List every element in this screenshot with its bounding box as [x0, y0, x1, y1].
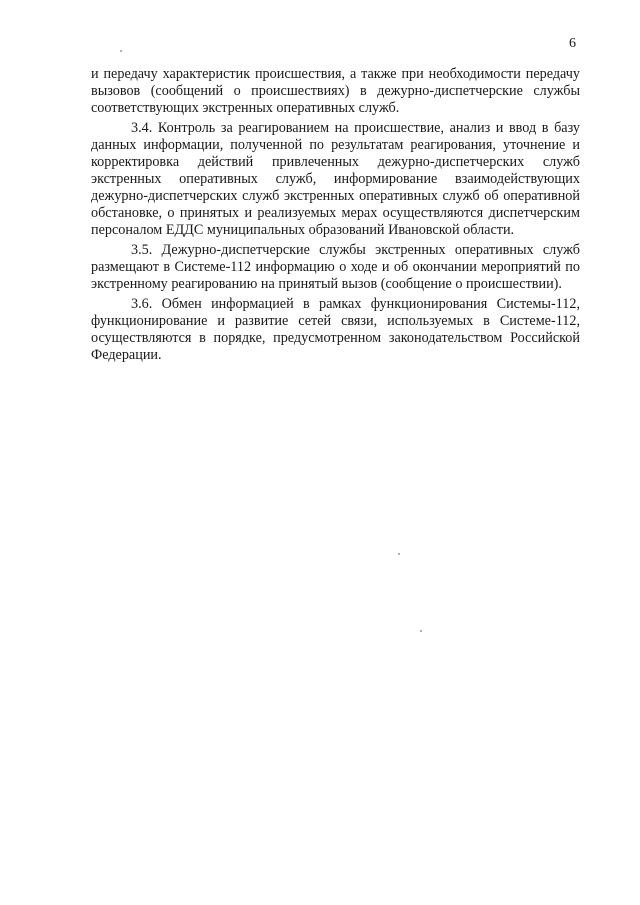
scan-speck: [420, 630, 422, 632]
paragraph-3-5: 3.5. Дежурно-диспетчерские службы экстренных оперативных служб размещают в Системе-112 информацию о ходе и об окончании мероприятий по экстренному реагированию на принятый вызов (сообщение о происшествии).: [91, 242, 580, 292]
scan-speck: [120, 50, 122, 52]
scan-speck: [398, 553, 400, 555]
page-number: 6: [569, 36, 576, 51]
paragraph-continuation: и передачу характеристик происшествия, а также при необходимости передачу вызовов (сообщений о происшествиях) в дежурно-диспетчерские службы соответствующих экстренных оперативных служб.: [91, 66, 580, 116]
paragraph-3-4: 3.4. Контроль за реагированием на происшествие, анализ и ввод в базу данных информации, полученной по результатам реагирования, уточнение и корректировка действий привлеченных дежурно-диспетчерских служб экстренных оперативных служб, информирование взаимодействующих дежурно-диспетчерских служб экстренных оперативных служб об оперативной обстановке, о принятых и реализуемых мерах осуществляются диспетчерским персоналом ЕДДС муниципальных образований Ивановской области.: [91, 120, 580, 238]
paragraph-3-6: 3.6. Обмен информацией в рамках функционирования Системы-112, функционирование и развитие сетей связи, используемых в Системе-112, осуществляются в порядке, предусмотренном законодательством Российской Федерации.: [91, 296, 580, 363]
document-body: [91, 66, 580, 367]
